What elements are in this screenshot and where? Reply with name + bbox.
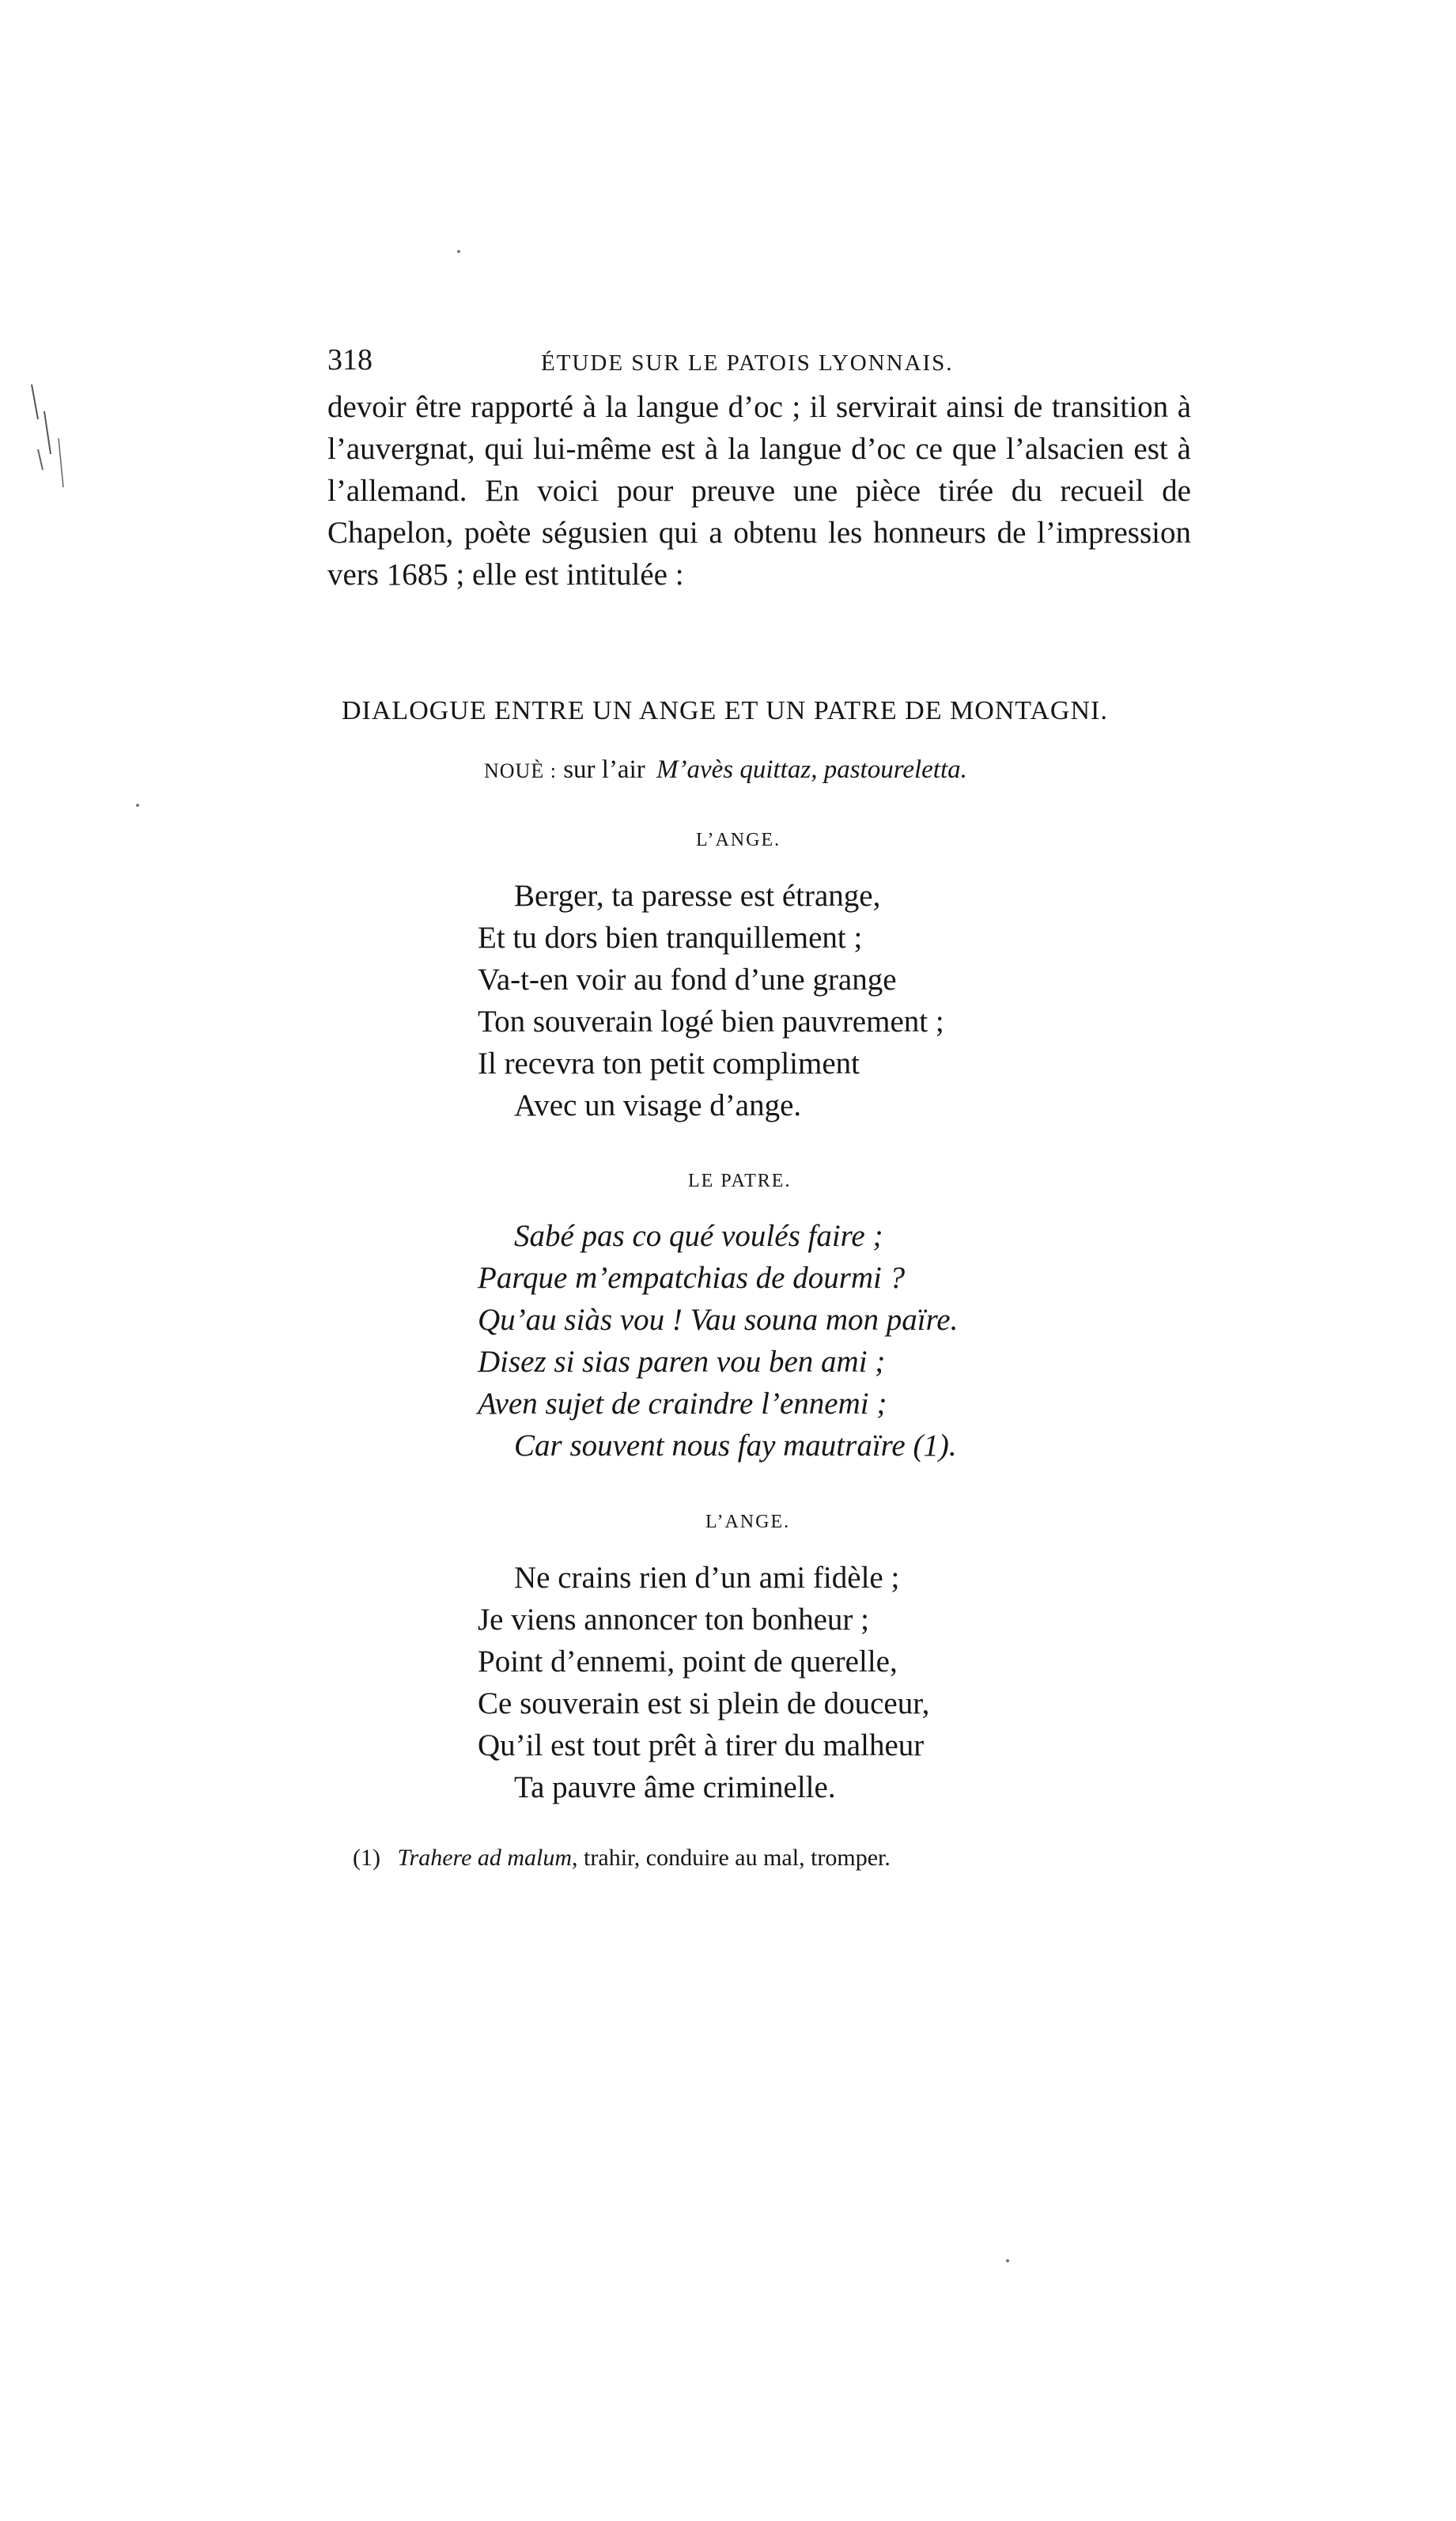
verse-line: Je viens annoncer ton bonheur ; xyxy=(478,1603,869,1637)
verse-line: Qu’il est tout prêt à tirer du malheur xyxy=(478,1728,925,1762)
verse-line: Aven sujet de craindre l’ennemi ; xyxy=(478,1387,887,1421)
footnote-mark: (1) xyxy=(353,1845,380,1871)
verse-line: Ta pauvre âme criminelle. xyxy=(514,1770,836,1804)
speaker-label: L’ANGE. xyxy=(696,830,781,850)
footnote xyxy=(353,1843,891,1873)
page-header xyxy=(327,344,1166,384)
running-head: ÉTUDE SUR LE PATOIS LYONNAIS. xyxy=(541,350,954,376)
body-paragraph: devoir être rapporté à la langue d’oc ; il servirait ainsi de transition à l’auvergnat, qui lui-même est à la langue d’oc ce que l’alsacien est à l’allemand. En voici pour preuve une pièce tirée du recueil de Chapelon, poète ségusien qui a obtenu les honneurs de l’impression vers 1685 ; elle est intitulée : xyxy=(327,390,1191,592)
verse-line: Avec un visage d’ange. xyxy=(514,1088,802,1122)
ink-speck xyxy=(136,804,139,807)
ink-speck xyxy=(1006,2259,1009,2262)
page-number: 318 xyxy=(327,343,373,377)
ink-speck xyxy=(457,250,460,253)
verse-line: Il recevra ton petit compliment xyxy=(478,1047,860,1081)
stanza-3 xyxy=(478,1557,929,1808)
speaker-label: LE PATRE. xyxy=(688,1171,792,1191)
stanza-1 xyxy=(478,875,944,1126)
verse-line: Parque m’empatchias de dourmi ? xyxy=(478,1261,906,1295)
verse-line: Va-t-en voir au fond d’une grange xyxy=(478,963,897,997)
speaker-label: L’ANGE. xyxy=(705,1512,791,1532)
verse-line: Et tu dors bien tranquillement ; xyxy=(478,921,863,955)
poem-title: DIALOGUE ENTRE UN ANGE ET UN PATRE DE MONTAGNI. xyxy=(342,696,1108,725)
noue-prefix: sur l’air xyxy=(563,755,645,784)
footnote-gloss: trahir, conduire au mal, tromper. xyxy=(584,1845,891,1871)
noue-air-title: M’avès quittaz, pastoureletta. xyxy=(656,755,967,784)
verse-line: Ton souverain logé bien pauvrement ; xyxy=(478,1005,944,1039)
verse-line: Qu’au siàs vou ! Vau souna mon païre. xyxy=(478,1303,959,1337)
margin-pencil-marks xyxy=(27,383,66,494)
verse-line: Ce souverain est si plein de douceur, xyxy=(478,1686,930,1720)
verse-line: Car souvent nous fay mautraïre (1). xyxy=(514,1429,957,1463)
noue-tune-line xyxy=(484,754,967,787)
verse-line: Point d’ennemi, point de querelle, xyxy=(478,1645,898,1679)
verse-line: Ne crains rien d’un ami fidèle ; xyxy=(514,1561,900,1595)
verse-line: Berger, ta paresse est étrange, xyxy=(514,879,881,913)
stanza-2 xyxy=(478,1215,958,1467)
verse-line: Disez si sias paren vou ben ami ; xyxy=(478,1345,886,1379)
footnote-latin: Trahere ad malum, xyxy=(397,1845,578,1871)
verse-line: Sabé pas co qué voulés faire ; xyxy=(514,1219,883,1253)
noue-label: NOUÈ : xyxy=(484,759,557,782)
